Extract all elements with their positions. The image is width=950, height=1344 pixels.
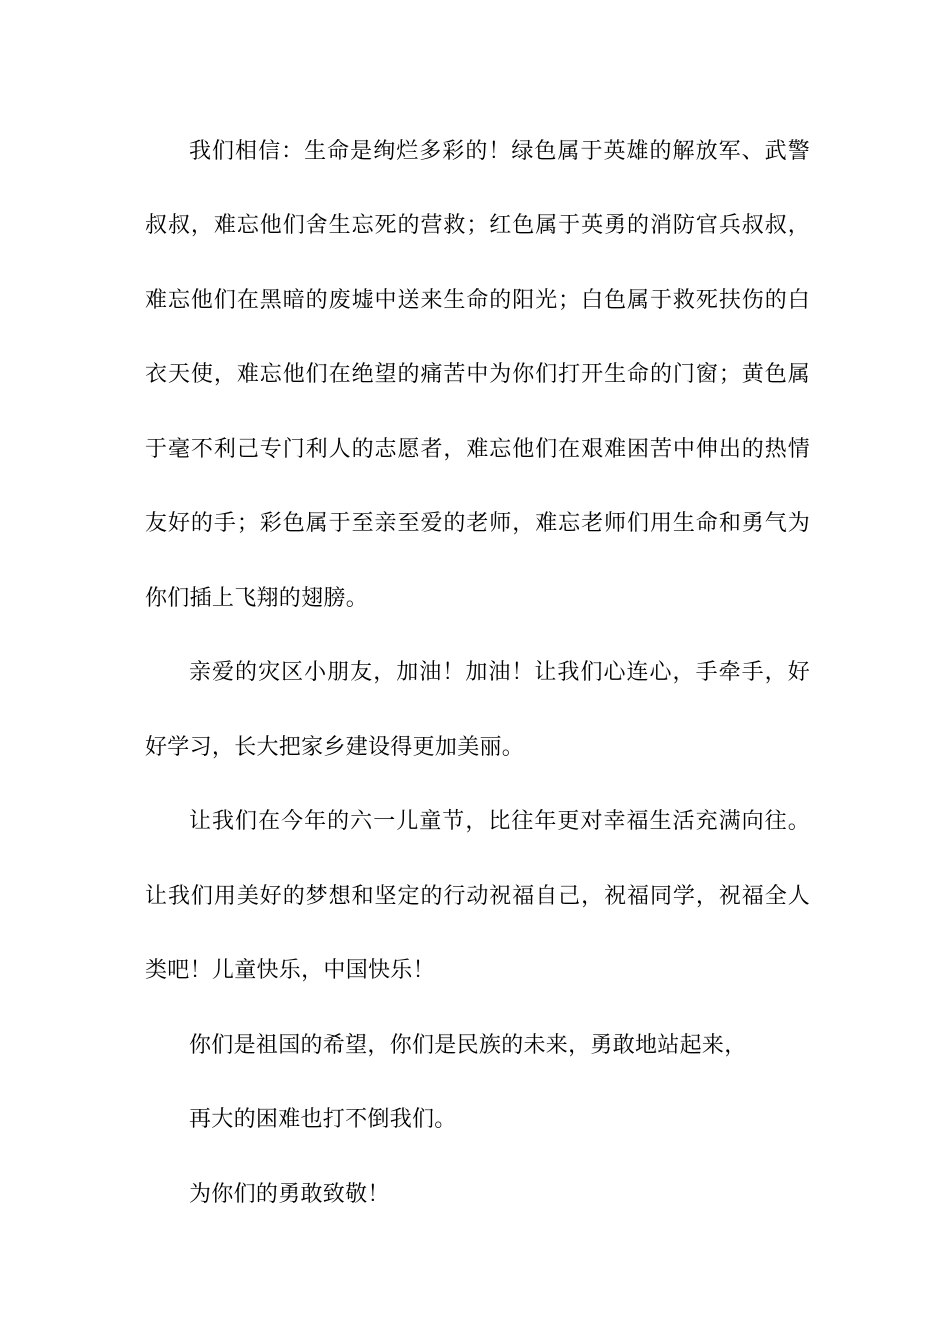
- paragraph-5-line-1: 再大的困难也打不倒我们。: [189, 1107, 457, 1132]
- paragraph-6-line-1: 为你们的勇敢致敬！: [189, 1182, 390, 1207]
- paragraph-4-line-1: 你们是祖国的希望，你们是民族的未来，勇敢地站起来，: [189, 1033, 747, 1058]
- paragraph-1-line-3: 难忘他们在黑暗的废墟中送来生命的阳光；白色属于救死扶伤的白: [145, 288, 810, 313]
- paragraph-3-line-3: 类吧！儿童快乐，中国快乐！: [145, 958, 435, 983]
- paragraph-1-line-7: 你们插上飞翔的翅膀。: [145, 586, 369, 611]
- paragraph-1-line-4: 衣天使，难忘他们在绝望的痛苦中为你们打开生命的门窗；黄色属: [145, 362, 810, 387]
- paragraph-3-line-1: 让我们在今年的六一儿童节，比往年更对幸福生活充满向往。: [189, 809, 810, 834]
- paragraph-1-line-5: 于毫不利己专门利人的志愿者，难忘他们在艰难困苦中伸出的热情: [145, 437, 810, 462]
- paragraph-2-line-2: 好学习，长大把家乡建设得更加美丽。: [145, 735, 525, 760]
- paragraph-1-line-1: 我们相信：生命是绚烂多彩的！绿色属于英雄的解放军、武警: [189, 139, 810, 164]
- paragraph-1-line-2: 叔叔，难忘他们舍生忘死的营救；红色属于英勇的消防官兵叔叔，: [145, 213, 810, 238]
- paragraph-1-line-6: 友好的手；彩色属于至亲至爱的老师，难忘老师们用生命和勇气为: [145, 511, 810, 536]
- paragraph-2-line-1: 亲爱的灾区小朋友，加油！加油！让我们心连心，手牵手，好: [189, 660, 810, 685]
- paragraph-3-line-2: 让我们用美好的梦想和坚定的行动祝福自己，祝福同学，祝福全人: [145, 884, 810, 909]
